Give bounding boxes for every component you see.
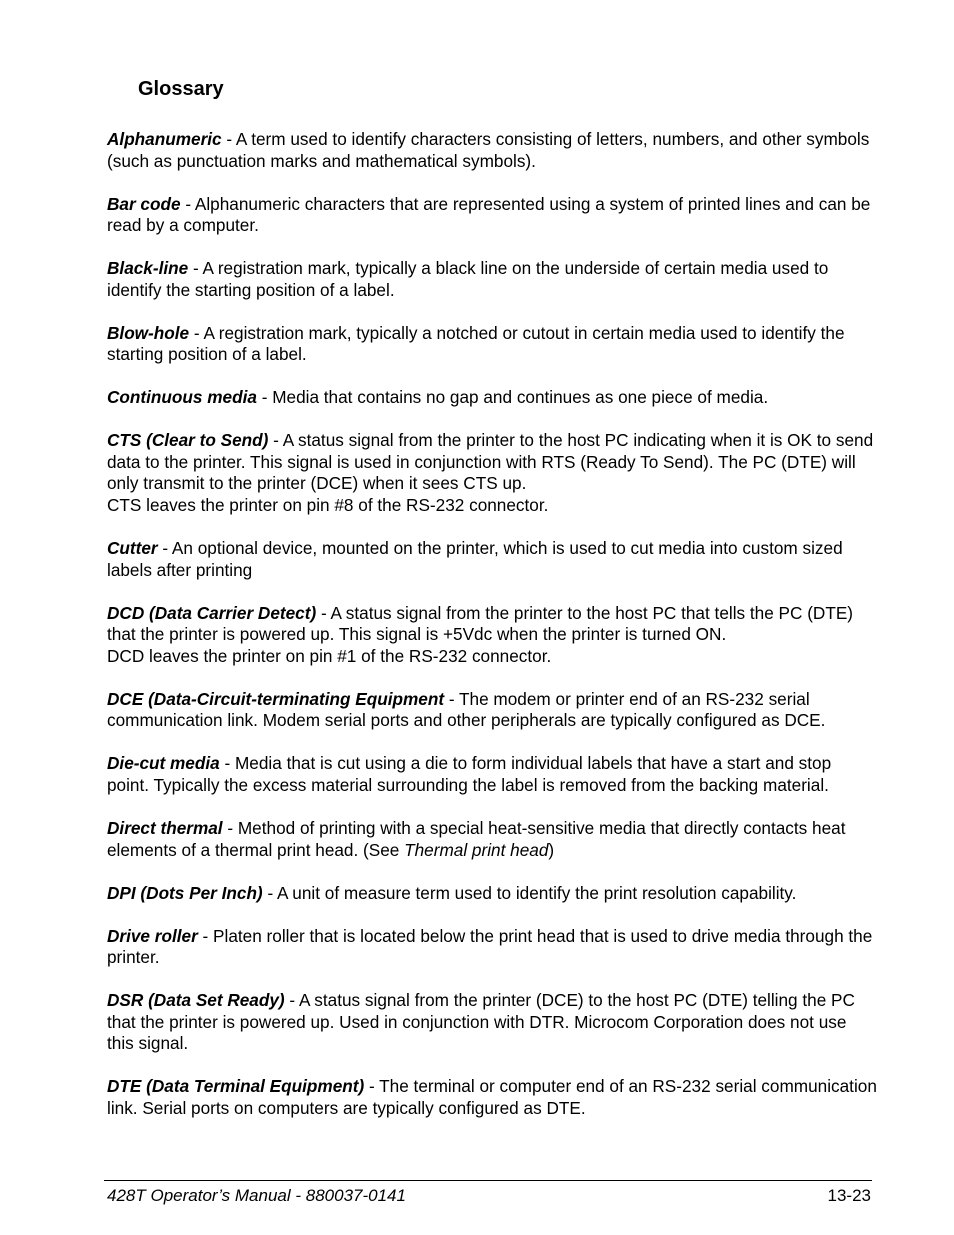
- glossary-entry-continuous-media: [107, 387, 877, 409]
- glossary-definition: - A status signal from the printer to the host PC that tells the PC (DTE) that the printer is powered up. This signal is +5Vdc when the printer is turned ON.: [107, 602, 854, 645]
- glossary-term: Direct thermal: [107, 817, 223, 838]
- glossary-entry-die-cut-media: [107, 753, 877, 796]
- glossary-entry-dte: [107, 1076, 877, 1119]
- glossary-entry-dce: [107, 689, 877, 732]
- glossary-entry-cutter: [107, 538, 877, 581]
- glossary-term: Drive roller: [107, 925, 198, 946]
- glossary-term: Alphanumeric: [107, 129, 222, 149]
- glossary-definition: - A term used to identify characters consisting of letters, numbers, and other symbols (such as punctuation marks and mathematical symbols).: [107, 129, 870, 171]
- glossary-definition-end: ): [548, 839, 555, 860]
- glossary-definition-extra: DCD leaves the printer on pin #1 of the RS-232 connector.: [107, 645, 552, 666]
- glossary-definition: - A status signal from the printer to the host PC indicating when it is OK to send data to the printer. This signal is used in conjunction with RTS (Ready To Send). The PC (DTE) will only transmit to the printer (DCE) when it sees CTS up.: [107, 430, 874, 494]
- glossary-definition: - A registration mark, typically a notched or cutout in certain media used to identify the starting position of a label.: [107, 322, 845, 365]
- glossary-term: DSR (Data Set Ready): [107, 990, 285, 1011]
- glossary-term: Continuous media: [107, 387, 257, 408]
- glossary-entry-dcd: [107, 603, 877, 668]
- glossary-entry-bar-code: [107, 194, 877, 237]
- glossary-definition: - A registration mark, typically a black line on the underside of certain media used to identify the starting position of a label.: [107, 258, 829, 300]
- glossary-definition: - An optional device, mounted on the printer, which is used to cut media into custom sized labels after printing: [107, 538, 843, 580]
- glossary-entry-blow-hole: [107, 323, 877, 366]
- glossary-definition: - Method of printing with a special heat-sensitive media that directly contacts heat elements of a thermal print head. (See: [107, 817, 846, 860]
- page-heading: Glossary: [138, 78, 224, 100]
- glossary-entry-dsr: [107, 990, 877, 1055]
- glossary-definition: - A status signal from the printer (DCE) to the host PC (DTE) telling the PC that the printer is powered up. Used in conjunction with DTR. Microcom Corporation does not use this signal.: [107, 990, 855, 1054]
- glossary-definition-extra: CTS leaves the printer on pin #8 of the RS-232 connector.: [107, 495, 549, 516]
- glossary-term: DTE (Data Terminal Equipment): [107, 1076, 365, 1097]
- glossary-entry-black-line: [107, 258, 877, 301]
- glossary-term: Die-cut media: [107, 753, 220, 774]
- glossary-list: [107, 129, 877, 1141]
- glossary-definition: - The terminal or computer end of an RS-232 serial communication link. Serial ports on computers are typically configured as DTE.: [107, 1076, 877, 1118]
- glossary-entry-drive-roller: [107, 926, 877, 969]
- glossary-term: DCD (Data Carrier Detect): [107, 602, 317, 623]
- glossary-entry-cts: [107, 430, 877, 516]
- footer-page-number: 13-23: [827, 1186, 871, 1205]
- glossary-definition: - Media that contains no gap and continues as one piece of media.: [256, 387, 769, 408]
- glossary-term: DPI (Dots Per Inch): [107, 882, 263, 903]
- glossary-definition: - The modem or printer end of an RS-232 serial communication link. Modem serial ports and other peripherals are typically configured as DCE.: [107, 688, 826, 731]
- glossary-term: Black-line: [107, 258, 189, 279]
- glossary-definition: - Media that is cut using a die to form individual labels that have a start and stop point. Typically the excess material surrounding the label is removed from the backing material.: [107, 753, 832, 795]
- glossary-entry-dpi: [107, 883, 877, 905]
- glossary-definition: - Platen roller that is located below the print head that is used to drive media through the printer.: [107, 925, 873, 968]
- glossary-term: Blow-hole: [107, 322, 190, 343]
- glossary-entry-alphanumeric: [107, 129, 877, 172]
- glossary-cross-reference: Thermal print head: [404, 839, 549, 860]
- footer-divider: [104, 1180, 872, 1181]
- footer-manual-title: 428T Operator’s Manual - 880037-0141: [107, 1186, 406, 1205]
- glossary-definition: - A unit of measure term used to identify the print resolution capability.: [262, 882, 797, 903]
- glossary-term: CTS (Clear to Send): [107, 430, 269, 451]
- glossary-term: DCE (Data-Circuit-terminating Equipment: [107, 688, 445, 709]
- glossary-definition: - Alphanumeric characters that are represented using a system of printed lines and can be read by a computer.: [107, 193, 871, 236]
- glossary-term: Cutter: [107, 538, 158, 559]
- glossary-term: Bar code: [107, 193, 181, 214]
- glossary-entry-direct-thermal: [107, 818, 877, 861]
